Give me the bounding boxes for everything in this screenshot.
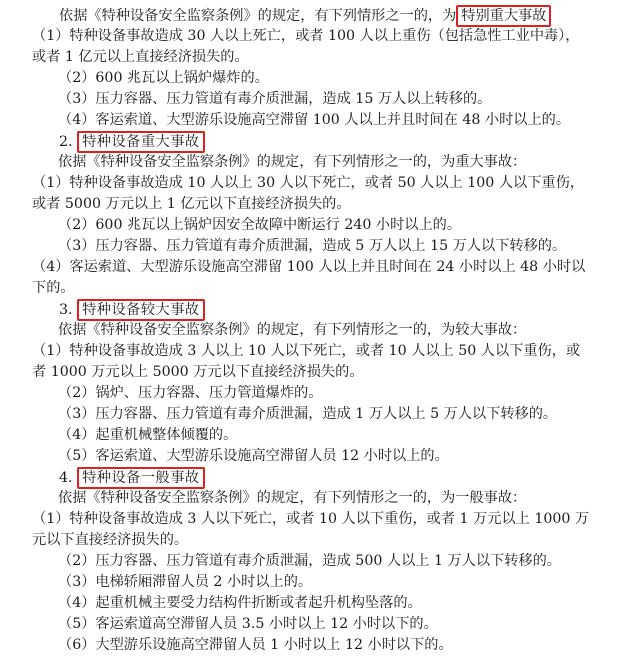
section-number: 2.: [59, 134, 73, 150]
box-larger-accident: 特种设备较大事故: [77, 299, 205, 321]
box-general-accident: 特种设备一般事故: [77, 467, 205, 489]
item-line: （6）大型游乐设施高空滞留人员 1 小时以上 12 小时以下的。: [58, 637, 453, 653]
item-line: 下的。: [32, 280, 75, 296]
box-extra-major-accident: 特别重大事故: [456, 5, 551, 27]
item-line: （1）特种设备事故造成 30 人以上死亡，或者 100 人以上重伤（包括急性工业中毒），: [32, 28, 580, 44]
intro-text: 依据《特种设备安全监察条例》的规定，有下列情形之一的，为: [59, 8, 457, 24]
item-line: （3）压力容器、压力管道有毒介质泄漏，造成 15 万人以上转移的。: [58, 91, 492, 107]
item-line: （4）客运索道、大型游乐设施高空滞留 100 人以上并且时间在 24 小时以上 48 小时以: [32, 259, 586, 275]
section-heading-2: [59, 131, 205, 153]
item-line: （1）特种设备事故造成 10 人以上 30 人以下死亡，或者 50 人以上 100 人以下重伤，: [32, 175, 584, 191]
section-number: 3.: [59, 302, 73, 318]
item-line: （2）600 兆瓦以上锅炉因安全故障中断运行 240 小时以上的。: [58, 217, 462, 233]
intro-line-1: [59, 5, 551, 27]
item-line: （3）电梯轿厢滞留人员 2 小时以上的。: [58, 574, 313, 590]
item-line: （5）客运索道高空滞留人员 3.5 小时以上 12 小时以下的。: [58, 616, 438, 632]
item-line: （5）客运索道、大型游乐设施高空滞留人员 12 小时以上的。: [58, 448, 449, 464]
item-line: （3）压力容器、压力管道有毒介质泄漏，造成 5 万人以上 15 万人以下转移的。: [58, 238, 567, 254]
item-line: （2）600 兆瓦以上锅炉爆炸的。: [58, 70, 269, 86]
item-line: 或者 1 亿元以上直接经济损失的。: [32, 49, 249, 65]
item-line: （1）特种设备事故造成 3 人以下死亡，或者 10 人以下重伤，或者 1 万元以上 1000 万: [32, 511, 590, 527]
item-line: （2）压力容器、压力管道有毒介质泄漏，造成 500 人以上 1 万人以下转移的。: [58, 553, 561, 569]
item-line: （1）特种设备事故造成 3 人以上 10 人以下死亡，或者 10 人以上 50 人以下重伤，或: [32, 343, 581, 359]
section-number: 4.: [59, 470, 73, 486]
item-line: 依据《特种设备安全监察条例》的规定，有下列情形之一的，为较大事故：: [58, 322, 527, 338]
section-heading-4: [59, 467, 205, 489]
item-line: 者 1000 万元以上 5000 万元以下直接经济损失的。: [32, 364, 364, 380]
item-line: （3）压力容器、压力管道有毒介质泄漏，造成 1 万人以上 5 万人以下转移的。: [58, 406, 558, 422]
box-major-accident: 特种设备重大事故: [77, 131, 205, 153]
item-line: 依据《特种设备安全监察条例》的规定，有下列情形之一的，为重大事故：: [58, 154, 527, 170]
item-line: （4）起重机械整体倾覆的。: [58, 427, 238, 443]
section-heading-3: [59, 299, 205, 321]
item-line: （4）起重机械主要受力结构件折断或者起升机构坠落的。: [58, 595, 422, 611]
item-line: （4）客运索道、大型游乐设施高空滞留 100 人以上并且时间在 48 小时以上的。: [58, 112, 571, 128]
item-line: （2）锅炉、压力容器、压力管道爆炸的。: [58, 385, 323, 401]
item-line: 或者 5000 万元以上 1 亿元以下直接经济损失的。: [32, 196, 351, 212]
item-line: 元以下直接经济损失的。: [32, 532, 189, 548]
item-line: 依据《特种设备安全监察条例》的规定，有下列情形之一的，为一般事故：: [58, 490, 527, 506]
